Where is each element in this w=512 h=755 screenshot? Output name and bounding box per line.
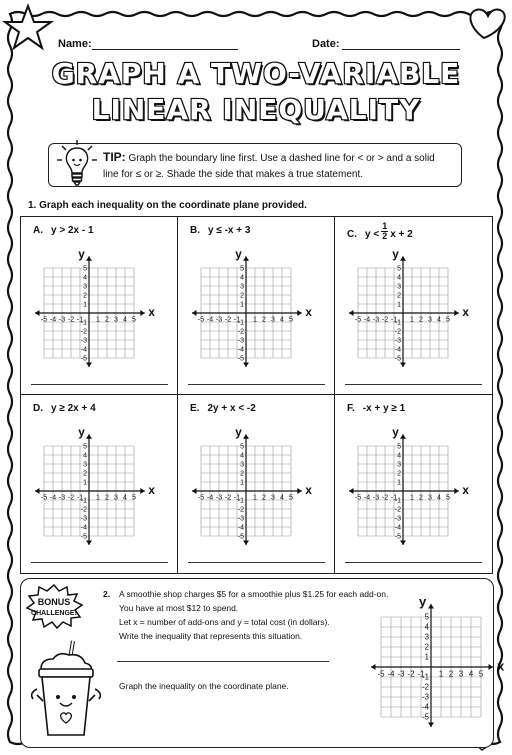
- coordinate-plane-slot: [347, 419, 483, 543]
- y-tick-label: 4: [83, 274, 87, 282]
- y-tick-label: 1: [83, 479, 87, 487]
- name-label: Name:: [58, 38, 92, 50]
- x-tick-label: 3: [114, 494, 118, 502]
- x-tick-label: -5: [197, 316, 205, 324]
- x-tick-label: 1: [96, 494, 100, 502]
- x-tick-label: -2: [67, 316, 75, 324]
- x-tick-label: 2: [105, 494, 109, 502]
- coordinate-plane-slot: [190, 241, 326, 365]
- y-tick-label: 1: [240, 301, 244, 309]
- y-tick-label: -2: [422, 682, 429, 692]
- x-tick-label: -2: [407, 669, 415, 679]
- bonus-line-2: You have at most $12 to spend.: [119, 603, 239, 613]
- x-tick-label: 2: [419, 316, 423, 324]
- y-tick-label: -2: [237, 506, 244, 514]
- x-tick-label: -4: [49, 316, 57, 324]
- problem-letter: A.: [33, 225, 43, 236]
- x-arrow-left: [349, 488, 354, 494]
- y-arrow-down: [400, 541, 406, 546]
- badge-line-1: BONUS: [37, 597, 71, 607]
- x-tick-label: 5: [478, 669, 484, 679]
- y-tick-label: -3: [394, 337, 401, 345]
- bonus-line-4: Write the inequality that represents this situation.: [119, 631, 303, 641]
- x-tick-label: -5: [197, 494, 205, 502]
- y-tick-label: 2: [240, 470, 244, 478]
- x-tick-label: 2: [262, 494, 266, 502]
- star-icon: [5, 6, 51, 48]
- x-tick-label: -1: [390, 316, 398, 324]
- problem-letter: E.: [190, 403, 200, 414]
- x-arrow-left: [35, 310, 40, 316]
- problem-letter: D.: [33, 403, 43, 414]
- x-tick-label: 2: [262, 316, 266, 324]
- y-tick-label: 5: [83, 443, 87, 451]
- x-tick-label: -1: [233, 494, 241, 502]
- y-tick-label: -3: [237, 515, 244, 523]
- y-arrow-up: [400, 256, 406, 261]
- x-arrow-right: [140, 488, 145, 494]
- x-tick-label: -4: [49, 494, 57, 502]
- fraction: [381, 222, 388, 241]
- x-tick-label: 5: [289, 494, 293, 502]
- x-tick-label: -5: [40, 316, 48, 324]
- x-tick-label: -4: [206, 316, 214, 324]
- x-arrow-right: [140, 310, 145, 316]
- x-tick-label: 2: [105, 316, 109, 324]
- coordinate-plane-slot: [347, 241, 483, 365]
- y-tick-label: 2: [397, 292, 401, 300]
- y-arrow-down: [243, 541, 249, 546]
- x-tick-label: 3: [271, 316, 275, 324]
- answer-line[interactable]: [188, 562, 325, 563]
- x-arrow-right: [297, 310, 302, 316]
- y-tick-label: 5: [397, 265, 401, 273]
- y-arrow-down: [86, 541, 92, 546]
- y-tick-label: 5: [397, 443, 401, 451]
- problem-inequality: 2y + x < -2: [207, 403, 256, 414]
- x-tick-label: -1: [76, 494, 84, 502]
- smoothie-cup-icon: [29, 639, 103, 743]
- x-tick-label: -1: [76, 316, 84, 324]
- x-tick-label: -2: [224, 316, 232, 324]
- graph-cell-3: [20, 394, 179, 574]
- x-tick-label: -4: [387, 669, 395, 679]
- x-arrow-left: [35, 488, 40, 494]
- x-axis-label: x: [462, 484, 469, 498]
- y-arrow-up: [86, 256, 92, 261]
- coordinate-plane-slot: [33, 241, 169, 365]
- tip-text-block: [103, 149, 453, 183]
- problem-label: [33, 225, 94, 236]
- y-tick-label: 5: [83, 265, 87, 273]
- problem-inequality: y ≤ -x + 3: [208, 225, 251, 236]
- x-tick-label: 4: [468, 669, 474, 679]
- bonus-line-5: Graph the inequality on the coordinate plane.: [119, 681, 289, 691]
- x-tick-label: -4: [206, 494, 214, 502]
- y-tick-label: 4: [424, 622, 429, 632]
- x-tick-label: 1: [96, 316, 100, 324]
- x-tick-label: 1: [438, 669, 444, 679]
- x-tick-label: 5: [289, 316, 293, 324]
- graph-cell-1: [177, 216, 336, 396]
- coordinate-plane-slot: [33, 419, 169, 543]
- problem-inequality: -x + y ≥ 1: [362, 403, 406, 414]
- y-axis-label: y: [235, 248, 242, 262]
- y-tick-label: -2: [394, 328, 401, 336]
- y-tick-label: 3: [397, 283, 401, 291]
- coordinate-plane: [347, 241, 483, 365]
- y-tick-label: -3: [80, 515, 87, 523]
- y-tick-label: -1: [394, 319, 401, 327]
- x-tick-label: -4: [363, 316, 371, 324]
- y-tick-label: 5: [240, 443, 244, 451]
- x-tick-label: 3: [114, 316, 118, 324]
- x-tick-label: 3: [271, 494, 275, 502]
- y-tick-label: -1: [80, 497, 87, 505]
- y-tick-label: -1: [80, 319, 87, 327]
- coordinate-plane: [33, 241, 169, 365]
- y-arrow-down: [86, 363, 92, 368]
- coordinate-plane: [190, 419, 326, 543]
- y-arrow-up: [86, 434, 92, 439]
- x-tick-label: 4: [123, 494, 127, 502]
- problem-letter: C.: [347, 229, 357, 241]
- y-tick-label: -2: [80, 328, 87, 336]
- coordinate-plane: [361, 587, 505, 743]
- y-axis-label: y: [78, 426, 85, 440]
- x-tick-label: 1: [410, 494, 414, 502]
- y-tick-label: -5: [422, 712, 429, 722]
- y-tick-label: 2: [83, 470, 87, 478]
- y-tick-label: 4: [83, 452, 87, 460]
- question-1-prompt: 1. Graph each inequality on the coordinate plane provided.: [28, 200, 307, 211]
- x-tick-label: 4: [437, 316, 441, 324]
- tip-text: Graph the boundary line first. Use a dashed line for < or > and a solid line for ≤ or ≥. Shade the side that makes a true statement.: [103, 153, 435, 180]
- answer-line[interactable]: [188, 384, 325, 385]
- x-axis-label: x: [148, 306, 155, 320]
- y-tick-label: -1: [394, 497, 401, 505]
- tip-box: [48, 143, 462, 187]
- lightbulb-icon: [57, 138, 97, 190]
- x-arrow-right: [454, 488, 459, 494]
- coordinate-plane: [33, 419, 169, 543]
- x-tick-label: -1: [390, 494, 398, 502]
- x-tick-label: -5: [40, 494, 48, 502]
- problem-label: [190, 225, 250, 236]
- y-tick-label: 4: [240, 452, 244, 460]
- y-arrow-up: [428, 604, 434, 609]
- y-tick-label: 3: [83, 283, 87, 291]
- coordinate-plane: [190, 241, 326, 365]
- y-tick-label: -5: [237, 355, 244, 363]
- problem-label: [190, 403, 256, 414]
- x-arrow-left: [371, 664, 376, 670]
- y-tick-label: -4: [394, 346, 401, 354]
- x-arrow-left: [192, 310, 197, 316]
- problem-label: [347, 403, 405, 414]
- y-arrow-down: [243, 363, 249, 368]
- y-tick-label: -5: [80, 533, 87, 541]
- y-tick-label: 1: [397, 479, 401, 487]
- x-axis-label: x: [462, 306, 469, 320]
- coordinate-plane: [347, 419, 483, 543]
- x-tick-label: 2: [419, 494, 423, 502]
- y-tick-label: 4: [397, 452, 401, 460]
- y-tick-label: -4: [237, 524, 244, 532]
- y-tick-label: -2: [80, 506, 87, 514]
- x-axis-label: x: [305, 484, 312, 498]
- y-arrow-up: [243, 256, 249, 261]
- y-tick-label: -4: [237, 346, 244, 354]
- bonus-number: 2.: [103, 589, 111, 599]
- coordinate-plane-slot: [190, 419, 326, 543]
- x-tick-label: -3: [372, 494, 380, 502]
- y-tick-label: 2: [83, 292, 87, 300]
- x-tick-label: -1: [417, 669, 425, 679]
- y-tick-label: 5: [240, 265, 244, 273]
- y-tick-label: 4: [397, 274, 401, 282]
- x-axis-label: x: [305, 306, 312, 320]
- y-tick-label: -4: [80, 346, 87, 354]
- answer-line[interactable]: [117, 661, 329, 662]
- y-tick-label: 1: [424, 652, 429, 662]
- y-tick-label: -4: [394, 524, 401, 532]
- y-tick-label: -4: [422, 702, 429, 712]
- y-tick-label: -3: [80, 337, 87, 345]
- answer-line[interactable]: [345, 562, 482, 563]
- x-tick-label: -1: [233, 316, 241, 324]
- y-tick-label: 1: [83, 301, 87, 309]
- x-arrow-right: [297, 488, 302, 494]
- title-line-1: GRAPH A TWO-VARIABLE: [51, 57, 461, 90]
- y-tick-label: 2: [240, 292, 244, 300]
- y-tick-label: -2: [237, 328, 244, 336]
- x-axis-label: x: [497, 658, 505, 674]
- heart-icon: [470, 9, 504, 38]
- y-tick-label: 2: [397, 470, 401, 478]
- y-tick-label: 3: [240, 461, 244, 469]
- x-arrow-left: [192, 488, 197, 494]
- y-tick-label: 1: [397, 301, 401, 309]
- x-tick-label: 4: [280, 316, 284, 324]
- bonus-line-1: A smoothie shop charges $5 for a smoothie plus $1.25 for each add-on.: [119, 589, 389, 599]
- bonus-challenge-section: [20, 578, 505, 748]
- y-arrow-down: [400, 363, 406, 368]
- x-tick-label: 1: [253, 316, 257, 324]
- y-tick-label: -2: [394, 506, 401, 514]
- title-line-2: LINEAR INEQUALITY: [91, 93, 421, 126]
- problem-label: [33, 403, 96, 414]
- x-tick-label: 3: [428, 316, 432, 324]
- bonus-badge: [23, 583, 85, 629]
- y-axis-label: y: [419, 594, 427, 609]
- x-tick-label: -3: [215, 316, 223, 324]
- y-tick-label: -4: [80, 524, 87, 532]
- x-tick-label: -4: [363, 494, 371, 502]
- x-tick-label: 5: [446, 316, 450, 324]
- x-tick-label: 3: [458, 669, 464, 679]
- y-tick-label: -5: [394, 355, 401, 363]
- x-tick-label: 5: [132, 316, 136, 324]
- y-axis-label: y: [78, 248, 85, 262]
- y-axis-label: y: [392, 426, 399, 440]
- graph-cell-2: [334, 216, 493, 396]
- x-tick-label: 3: [428, 494, 432, 502]
- x-tick-label: -2: [67, 494, 75, 502]
- problem-letter: B.: [190, 225, 200, 236]
- x-tick-label: 1: [253, 494, 257, 502]
- x-arrow-left: [349, 310, 354, 316]
- graph-cell-5: [334, 394, 493, 574]
- x-arrow-right: [489, 664, 494, 670]
- y-tick-label: 2: [424, 642, 429, 652]
- answer-line[interactable]: [31, 384, 168, 385]
- x-tick-label: 1: [410, 316, 414, 324]
- graph-cell-4: [177, 394, 336, 574]
- x-tick-label: 5: [132, 494, 136, 502]
- problem-inequality: y ≥ 2x + 4: [51, 403, 96, 414]
- name-field-line[interactable]: [92, 49, 238, 50]
- y-axis-label: y: [235, 426, 242, 440]
- x-tick-label: -5: [354, 316, 362, 324]
- x-tick-label: -3: [372, 316, 380, 324]
- x-tick-label: -2: [381, 316, 389, 324]
- date-field-line[interactable]: [342, 49, 460, 50]
- answer-line[interactable]: [31, 562, 168, 563]
- tip-label: TIP:: [103, 150, 126, 164]
- fraction-numerator: 1: [382, 221, 388, 231]
- x-tick-label: 2: [448, 669, 454, 679]
- x-tick-label: 4: [123, 316, 127, 324]
- date-label: Date:: [312, 38, 340, 50]
- x-tick-label: -5: [354, 494, 362, 502]
- y-tick-label: -1: [237, 319, 244, 327]
- y-tick-label: -3: [394, 515, 401, 523]
- y-tick-label: -3: [422, 692, 429, 702]
- y-tick-label: -3: [237, 337, 244, 345]
- fraction-denominator: 2: [382, 231, 388, 241]
- y-tick-label: 1: [240, 479, 244, 487]
- x-tick-label: -3: [397, 669, 405, 679]
- y-arrow-up: [400, 434, 406, 439]
- graph-cell-0: [20, 216, 179, 396]
- inequality-suffix: x + 2: [390, 229, 413, 241]
- page-title: [0, 56, 512, 128]
- x-arrow-right: [454, 310, 459, 316]
- answer-line[interactable]: [345, 384, 482, 385]
- x-tick-label: -3: [58, 494, 66, 502]
- x-tick-label: -3: [58, 316, 66, 324]
- y-tick-label: -1: [422, 672, 429, 682]
- x-tick-label: -5: [377, 669, 385, 679]
- y-tick-label: 3: [424, 632, 429, 642]
- bonus-line-3: Let x = number of add-ons and y = total cost (in dollars).: [119, 617, 330, 627]
- bonus-coordinate-plane-slot: [361, 587, 505, 743]
- y-tick-label: 4: [240, 274, 244, 282]
- inequality-prefix: y <: [365, 229, 380, 241]
- problem-inequality: y > 2x - 1: [51, 225, 94, 236]
- y-tick-label: 3: [83, 461, 87, 469]
- y-tick-label: 5: [424, 612, 429, 622]
- y-tick-label: 3: [397, 461, 401, 469]
- y-tick-label: -5: [80, 355, 87, 363]
- badge-line-2: CHALLENGE!: [31, 610, 77, 617]
- x-tick-label: -2: [381, 494, 389, 502]
- x-axis-label: x: [148, 484, 155, 498]
- y-tick-label: -1: [237, 497, 244, 505]
- y-tick-label: -5: [237, 533, 244, 541]
- x-tick-label: -2: [224, 494, 232, 502]
- x-tick-label: 5: [446, 494, 450, 502]
- y-tick-label: -5: [394, 533, 401, 541]
- y-tick-label: 3: [240, 283, 244, 291]
- y-axis-label: y: [392, 248, 399, 262]
- x-tick-label: -3: [215, 494, 223, 502]
- y-arrow-down: [428, 723, 434, 728]
- problem-letter: F.: [347, 403, 355, 414]
- x-tick-label: 4: [437, 494, 441, 502]
- x-tick-label: 4: [280, 494, 284, 502]
- y-arrow-up: [243, 434, 249, 439]
